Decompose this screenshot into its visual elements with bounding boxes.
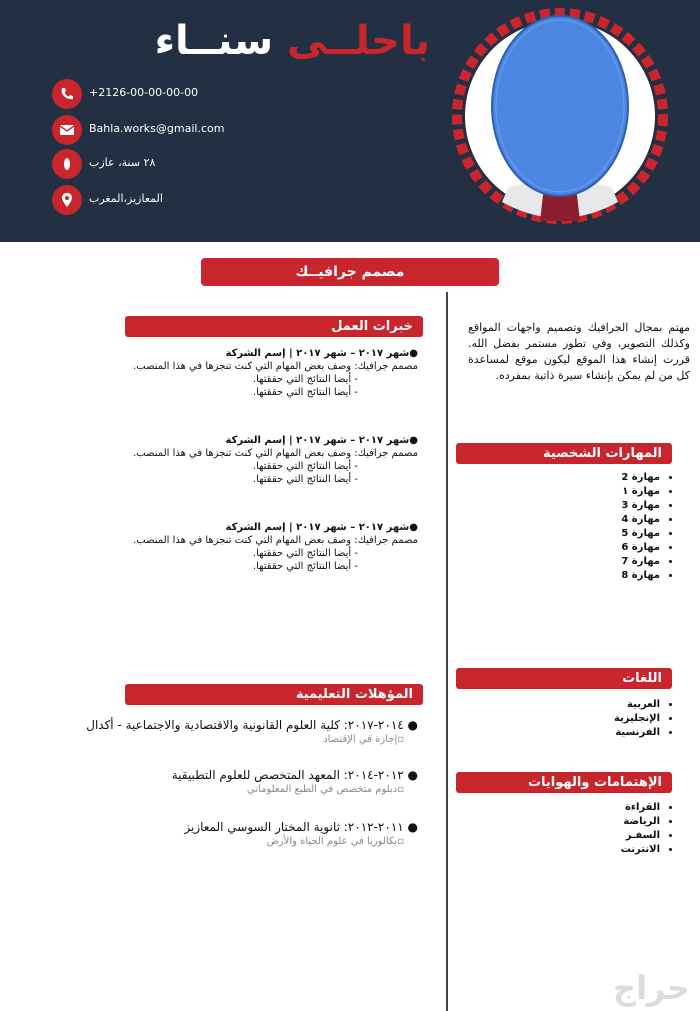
location-text: المعازيز،المغرب	[89, 192, 163, 205]
profile-photo	[440, 0, 680, 236]
education-heading: المؤهلات التعليمية	[125, 684, 423, 705]
age-text: ٢٨ سنة، عازب	[89, 156, 156, 169]
list-item: • مهارة 5	[560, 527, 660, 541]
list-item: • الإنجليزية	[560, 712, 660, 726]
about-text: مهتم بمجال الجرافيك وتصميم واجهات المواقع وكذلك التصوير، وفي تطور مستمر بفضل الله. قررت إنشاء هذا الموقع ليكون موقع لمساعدة كل من لم يمكن بإنشاء سيرة ذاتية بمفرده.	[468, 321, 690, 382]
job-entry	[100, 434, 418, 486]
hobbies-heading: الإهتمامات والهوايات	[456, 772, 672, 793]
phone-icon	[52, 79, 82, 109]
skills-list	[560, 471, 678, 583]
list-item: • العربية	[560, 698, 660, 712]
job-achievement: - أيضا النتائج التي حققتها.	[252, 561, 358, 572]
job-heading: ●شهر ٢٠١٧ – شهر ٢٠١٧ | إسم الشركة	[225, 348, 418, 359]
job-entry	[100, 521, 418, 573]
job-achievement: - أيضا النتائج التي حققتها.	[252, 374, 358, 385]
languages-list	[560, 698, 678, 740]
contact-age	[52, 149, 312, 179]
job-description: مصمم جرافيك: وصف بعض المهام التي كنت تنجزها في هذا المنصب.	[133, 361, 418, 372]
list-item: • مهارة 4	[560, 513, 660, 527]
list-item: • مهارة 6	[560, 541, 660, 555]
list-item: • القراءة	[560, 801, 660, 815]
person-name	[154, 18, 430, 64]
header-banner	[0, 0, 700, 242]
column-divider	[446, 292, 448, 1011]
email-text[interactable]: Bahla.works@gmail.com	[89, 122, 225, 135]
job-achievement: - أيضا النتائج التي حققتها.	[252, 548, 358, 559]
education-detail: ▫دبلوم متخصص في الطبع المعلوماتي	[246, 784, 404, 795]
experience-heading: خبرات العمل	[125, 316, 423, 337]
list-item: • مهارة 8	[560, 569, 660, 583]
job-title: مصمم جرافيــك	[201, 258, 499, 286]
job-heading: ●شهر ٢٠١٧ – شهر ٢٠١٧ | إسم الشركة	[225, 522, 418, 533]
education-detail: ▫بكالوريا في علوم الحياة والأرض	[266, 836, 404, 847]
name-last: سنــاء	[154, 18, 274, 64]
education-heading-line: ● ٢٠١٢-٢٠١٤: المعهد المتخصص للعلوم التطبيقية	[171, 768, 418, 782]
education-entry	[40, 767, 418, 797]
phone-text[interactable]: +2126-00-00-00-00	[89, 86, 199, 99]
job-achievement: - أيضا النتائج التي حققتها.	[252, 474, 358, 485]
list-item: • مهارة 3	[560, 499, 660, 513]
job-description: مصمم جرافيك: وصف بعض المهام التي كنت تنجزها في هذا المنصب.	[133, 448, 418, 459]
list-item: • مهارة ١	[560, 485, 660, 499]
languages-heading: اللغات	[456, 668, 672, 689]
skills-heading: المهارات الشخصية	[456, 443, 672, 464]
education-entry	[40, 819, 418, 849]
list-item: • الفرنسية	[560, 726, 660, 740]
person-icon	[52, 149, 82, 179]
job-entry	[100, 347, 418, 399]
job-description: مصمم جرافيك: وصف بعض المهام التي كنت تنجزها في هذا المنصب.	[133, 535, 418, 546]
hobbies-list	[560, 801, 678, 857]
name-first: باحلــى	[286, 18, 430, 64]
watermark: حراج	[613, 969, 690, 1007]
location-icon	[52, 185, 82, 215]
list-item: • مهارة 2	[560, 471, 660, 485]
list-item: • مهارة 7	[560, 555, 660, 569]
contact-phone	[52, 79, 312, 109]
list-item: • الرياضة	[560, 815, 660, 829]
list-item: • الانترنت	[560, 843, 660, 857]
job-achievement: - أيضا النتائج التي حققتها.	[252, 461, 358, 472]
education-detail: ▫إجازة في الإقتصاد	[323, 734, 404, 745]
contact-email	[52, 115, 312, 145]
contact-location	[52, 185, 312, 215]
list-item: • السفـر	[560, 829, 660, 843]
job-heading: ●شهر ٢٠١٧ – شهر ٢٠١٧ | إسم الشركة	[225, 435, 418, 446]
education-entry	[40, 717, 418, 747]
education-heading-line: ● ٢٠١١-٢٠١٢: ثانوية المختار السوسي المعازيز	[184, 820, 418, 834]
email-icon	[52, 115, 82, 145]
job-achievement: - أيضا النتائج التي حققتها.	[252, 387, 358, 398]
education-heading-line: ● ٢٠١٤-٢٠١٧: كلية العلوم القانونية والاقتصادية والاجتماعية - أكدال	[86, 718, 418, 732]
